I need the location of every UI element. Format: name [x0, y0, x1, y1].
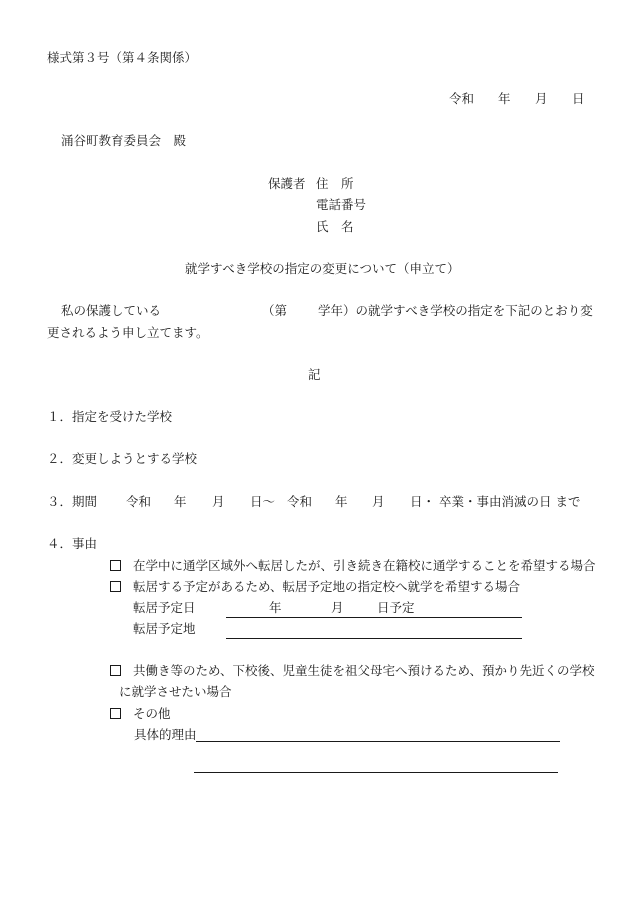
move-date-year: 年 [269, 600, 282, 615]
reason-3-checkbox[interactable] [110, 665, 121, 678]
reason-3-label-line1: 共働き等のため、下校後、児童生徒を祖父母宅へ預けるため、預かり先近くの学校 [133, 663, 595, 678]
body-line2: 更されるよう申し立てます。 [47, 325, 209, 340]
move-place-field[interactable] [226, 638, 522, 639]
period-era-2: 令和 [287, 494, 313, 509]
form-title: 就学すべき学校の指定の変更について（申立て） [185, 261, 460, 276]
move-date-day: 日予定 [377, 600, 415, 615]
item-3-label: ３．期間 [47, 494, 98, 509]
body-part3: 学年）の就学すべき学校の指定を下記のとおり変 [318, 303, 593, 318]
ki-heading: 記 [308, 367, 321, 382]
guardian-address-label: 住 所 [316, 176, 354, 191]
period-day-1: 日〜 [250, 494, 276, 509]
move-place-label: 転居予定地 [133, 621, 196, 636]
reason-3-label-line2: に就学させたい場合 [119, 684, 232, 699]
period-month-2: 月 [372, 494, 385, 509]
move-date-label: 転居予定日 [133, 600, 196, 615]
body-part1: 私の保護している [61, 303, 162, 318]
body-part2: （第 [262, 303, 288, 318]
period-day-2: 日・ [410, 494, 436, 509]
reason-4-checkbox[interactable] [110, 708, 121, 721]
period-era-1: 令和 [126, 494, 152, 509]
guardian-phone-label: 電話番号 [316, 197, 367, 212]
reason-2-checkbox[interactable] [110, 581, 121, 594]
date-month: 月 [535, 91, 548, 106]
date-day: 日 [572, 91, 585, 106]
item-2: ２．変更しようとする学校 [47, 451, 198, 466]
addressee: 涌谷町教育委員会 殿 [61, 133, 187, 148]
reason-4-label: その他 [133, 706, 171, 721]
reason-1-label: 在学中に通学区域外へ転居したが、引き続き在籍校に通学することを希望する場合 [133, 558, 596, 573]
reason-1-checkbox[interactable] [110, 560, 121, 573]
specific-reason-label: 具体的理由 [134, 727, 197, 742]
period-year-2: 年 [335, 494, 348, 509]
guardian-label: 保護者 [268, 176, 306, 191]
specific-reason-field-1[interactable] [196, 741, 560, 742]
period-month-1: 月 [212, 494, 225, 509]
item-4: ４．事由 [47, 536, 98, 551]
period-year-1: 年 [174, 494, 187, 509]
period-tail: 卒業・事由消滅の日 まで [439, 494, 581, 509]
move-date-month: 月 [331, 600, 344, 615]
item-1: １．指定を受けた学校 [47, 409, 173, 424]
form-number: 様式第３号（第４条関係） [47, 50, 198, 65]
specific-reason-field-2[interactable] [194, 772, 558, 773]
date-era: 令和 [449, 91, 475, 106]
guardian-name-label: 氏 名 [316, 219, 354, 234]
reason-2-label: 転居する予定があるため、転居予定地の指定校へ就学を希望する場合 [133, 579, 521, 594]
date-year: 年 [498, 91, 511, 106]
move-date-field[interactable] [226, 617, 522, 618]
